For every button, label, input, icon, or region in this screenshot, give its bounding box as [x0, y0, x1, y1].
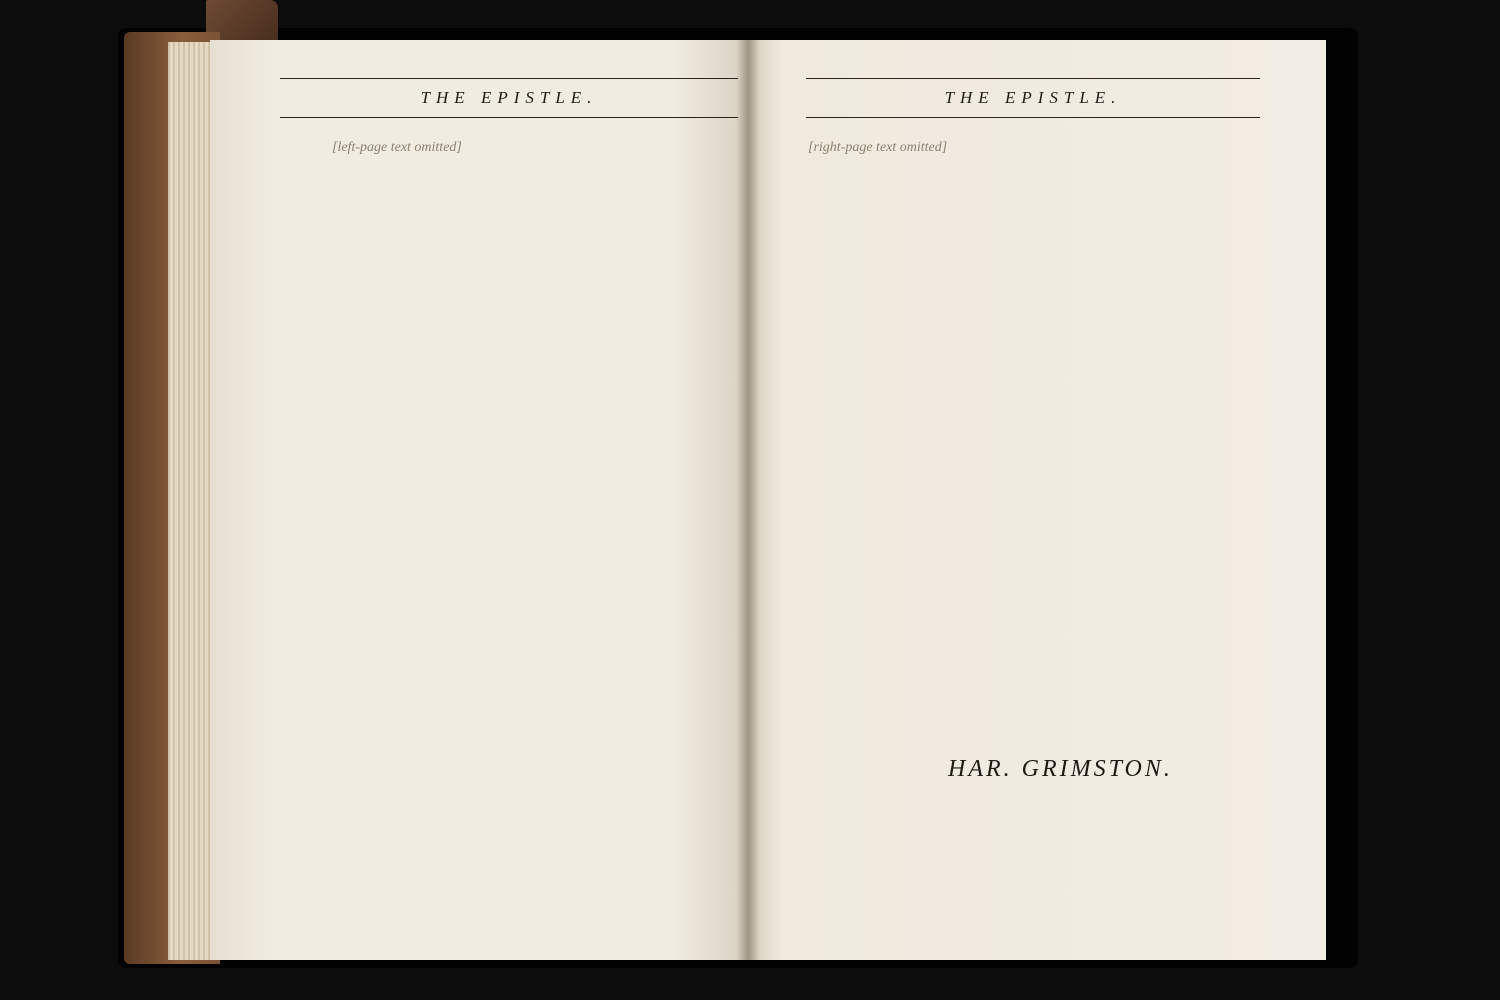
right-body-placeholder: [right-page text omitted]	[808, 140, 948, 155]
book-gutter	[736, 40, 760, 960]
left-page-body	[332, 116, 720, 876]
left-body-placeholder: [left-page text omitted]	[332, 140, 462, 155]
author-signature: HAR. GRIMSTON.	[948, 756, 1173, 782]
right-running-head: THE EPISTLE.	[806, 78, 1260, 118]
left-running-head: THE EPISTLE.	[280, 78, 738, 118]
right-page-body	[808, 116, 1204, 716]
